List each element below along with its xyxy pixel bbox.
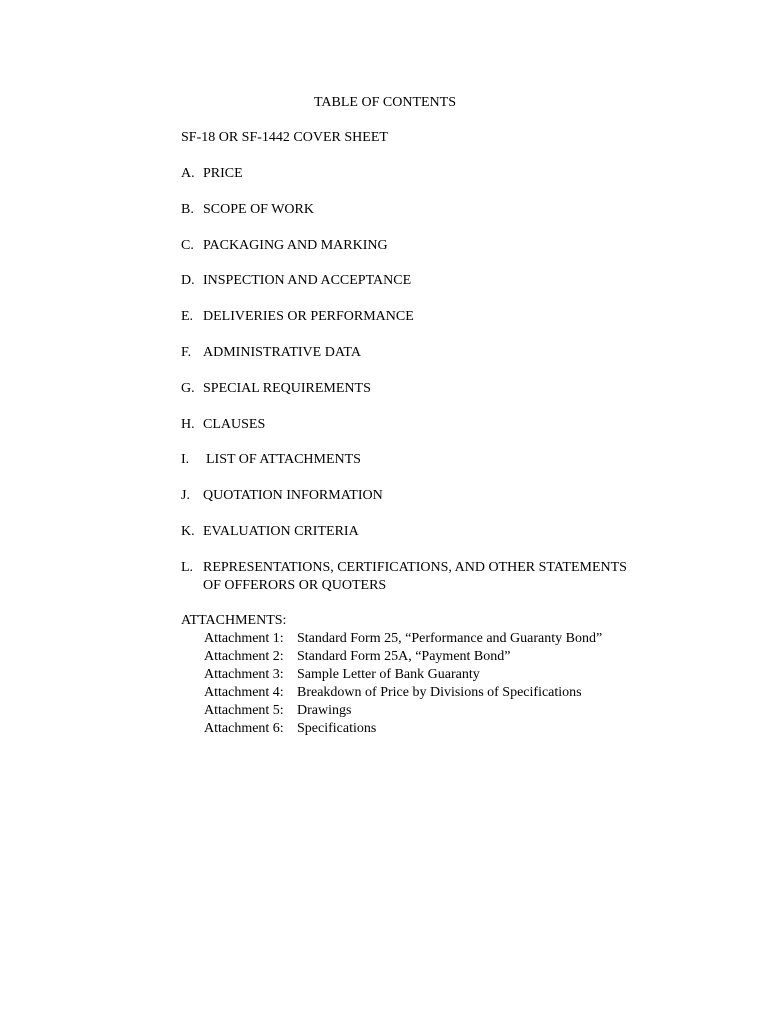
section-item-l	[181, 559, 627, 595]
section-title: QUOTATION INFORMATION	[203, 488, 383, 504]
attachment-desc: Breakdown of Price by Divisions of Specifications	[297, 685, 582, 700]
section-title-continued: OF OFFERORS OR QUOTERS	[203, 577, 387, 593]
page-title-text: TABLE OF CONTENTS	[314, 95, 456, 110]
section-letter: J.	[181, 488, 190, 504]
section-letter: F.	[181, 344, 192, 360]
section-item-h	[181, 416, 627, 434]
section-letter: D.	[181, 273, 195, 289]
attachment-item	[204, 720, 602, 738]
section-title: ADMINISTRATIVE DATA	[203, 344, 361, 360]
section-letter: A.	[181, 166, 195, 181]
attachment-desc: Sample Letter of Bank Guaranty	[297, 667, 480, 682]
section-letter: K.	[181, 523, 195, 539]
attachment-label: Attachment 3:	[204, 667, 284, 682]
attachment-item	[204, 630, 602, 648]
attachments-heading: ATTACHMENTS:	[181, 613, 287, 628]
section-letter: B.	[181, 201, 194, 217]
attachment-item	[204, 666, 602, 684]
section-title: SPECIAL REQUIREMENTS	[203, 380, 371, 396]
section-title: SCOPE OF WORK	[203, 201, 314, 217]
attachment-desc: Standard Form 25A, “Payment Bond”	[297, 649, 511, 664]
section-title: REPRESENTATIONS, CERTIFICATIONS, AND OTHER STATEMENTS	[203, 559, 627, 575]
section-item-d	[181, 272, 627, 290]
attachments-block	[181, 612, 602, 738]
section-item-b	[181, 201, 627, 219]
section-letter: C.	[181, 237, 194, 253]
section-item-c	[181, 237, 627, 255]
attachment-item	[204, 702, 602, 720]
section-title: INSPECTION AND ACCEPTANCE	[203, 273, 412, 289]
attachment-item	[204, 648, 602, 666]
section-title: DELIVERIES OR PERFORMANCE	[203, 309, 414, 325]
section-title: PACKAGING AND MARKING	[203, 237, 388, 253]
attachment-desc: Specifications	[297, 721, 377, 736]
attachment-label: Attachment 2:	[204, 649, 284, 664]
section-item-f	[181, 344, 627, 362]
section-item-j	[181, 487, 627, 505]
section-letter: H.	[181, 416, 195, 432]
attachment-item	[204, 684, 602, 702]
section-title: PRICE	[203, 166, 243, 181]
section-title: EVALUATION CRITERIA	[203, 523, 359, 539]
cover-sheet-entry: SF-18 OR SF-1442 COVER SHEET	[181, 130, 388, 145]
attachment-label: Attachment 4:	[204, 685, 284, 700]
section-letter: L.	[181, 559, 194, 575]
section-item-e	[181, 308, 627, 326]
section-item-k	[181, 523, 627, 541]
section-letter: I.	[181, 452, 190, 468]
section-item-g	[181, 380, 627, 398]
section-item-a	[181, 165, 627, 183]
attachment-label: Attachment 5:	[204, 703, 284, 718]
section-letter: E.	[181, 309, 194, 325]
page-title	[0, 94, 770, 112]
attachment-desc: Drawings	[297, 703, 352, 718]
section-list	[181, 165, 627, 613]
section-title: CLAUSES	[203, 416, 266, 432]
attachment-desc: Standard Form 25, “Performance and Guaranty Bond”	[297, 631, 603, 646]
section-letter: G.	[181, 380, 195, 396]
attachment-list	[181, 630, 602, 738]
attachment-label: Attachment 6:	[204, 721, 284, 736]
attachment-label: Attachment 1:	[204, 631, 284, 646]
section-item-i	[181, 451, 627, 469]
section-title: LIST OF ATTACHMENTS	[206, 452, 361, 468]
